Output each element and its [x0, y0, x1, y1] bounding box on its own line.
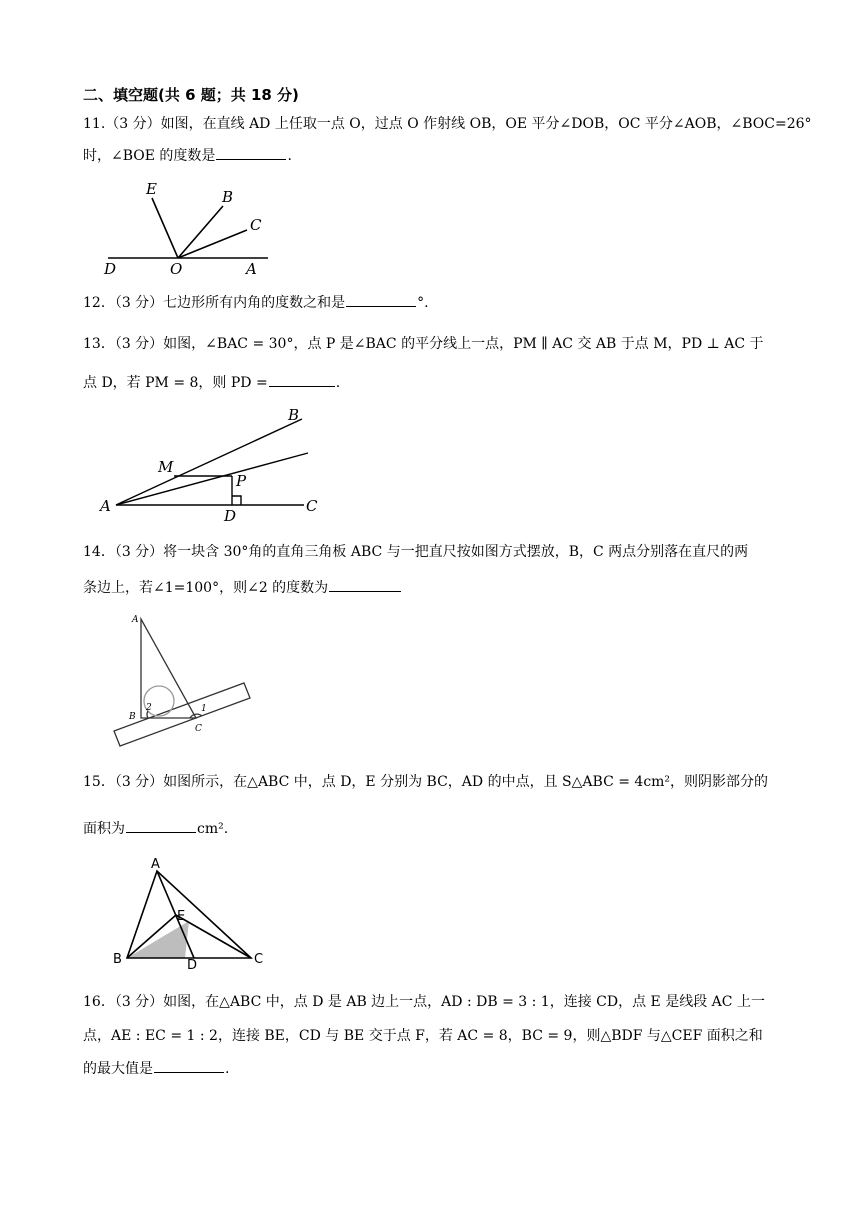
q15-unit: cm². [197, 821, 229, 837]
q14-figure [110, 610, 258, 755]
q11-label-c: C [250, 216, 262, 234]
q15-line-1: 15．（3 分）如图所示，在△ABC 中，点 D，E 分别为 BC，AD 的中点，且 S△ABC = 4cm²，则阴影部分的 [83, 774, 769, 790]
q11-label-b: B [222, 188, 234, 206]
q16-stem-end: 的最大值是 [83, 1061, 153, 1077]
q15-shaded-region [127, 921, 189, 958]
q16-line-1: 16．（3 分）如图，在△ABC 中，点 D 是 AB 边上一点，AD : DB = 3 : 1，连接 CD，点 E 是线段 AC 上一 [83, 994, 765, 1010]
q11-line-1: 11.（3 分）如图，在直线 AD 上任取一点 O，过点 O 作射线 OB，OE 平分∠DOB，OC 平分∠AOB，∠BOC=26° [83, 116, 812, 132]
q15-label-d: D [187, 958, 198, 973]
q15-label-a: A [151, 857, 160, 872]
q14-label-a: A [132, 615, 139, 625]
q15-answer-blank [126, 818, 196, 833]
q14-label-angle-2: 2 [146, 703, 152, 713]
q13-label-b: B [288, 406, 300, 424]
q13-label-d: D [224, 507, 237, 525]
q15-figure [110, 852, 270, 973]
q16-answer-blank [154, 1058, 224, 1073]
q12-unit: °. [417, 295, 429, 311]
q13-line-2 [83, 372, 340, 392]
q11-answer-blank [216, 145, 286, 160]
q15-label-e: E [177, 909, 186, 924]
q15-label-c: C [254, 952, 264, 967]
q11-label-a: A [246, 260, 257, 278]
q14-label-b: B [129, 712, 136, 722]
q11-line-2 [83, 145, 292, 165]
q14-line-2 [83, 577, 402, 597]
q13-right-angle-mark [232, 496, 241, 505]
q11-label-d: D [104, 260, 117, 278]
q13-label-c: C [306, 497, 318, 515]
q13-figure [96, 404, 326, 524]
q11-label-o: O [170, 260, 183, 278]
q11-ray-oe [152, 198, 178, 258]
q13-label-a: A [100, 497, 111, 515]
q14-label-angle-1: 1 [201, 704, 207, 714]
q13-line-1: 13．（3 分）如图，∠BAC = 30°，点 P 是∠BAC 的平分线上一点，PM ∥ AC 交 AB 于点 M，PD ⊥ AC 于 [83, 336, 764, 352]
q14-stem-end: 条边上，若∠1=100°，则∠2 的度数为 [83, 580, 329, 596]
q13-period: . [335, 375, 341, 391]
q16-line-3 [83, 1058, 229, 1078]
q13-answer-blank [269, 372, 335, 387]
q13-label-p: P [236, 472, 247, 490]
q12-answer-blank [346, 292, 416, 307]
q15-label-b: B [113, 952, 122, 967]
q11-label-e: E [146, 180, 157, 198]
q15-stem-end: 面积为 [83, 821, 125, 837]
q13-label-m: M [158, 458, 174, 476]
q14-line-1: 14．（3 分）将一块含 30°角的直角三角板 ABC 与一把直尺按如图方式摆放，B，C 两点分别落在直尺的两 [83, 544, 749, 560]
q12-line-1 [83, 292, 429, 312]
q15-line-2 [83, 818, 228, 838]
q11-stem-end: 时，∠BOE 的度数是 [83, 148, 216, 164]
q14-label-c: C [195, 724, 202, 734]
q14-answer-blank [329, 577, 401, 592]
section-heading: 二、填空题(共 6 题；共 18 分) [83, 86, 299, 104]
q11-figure [100, 178, 275, 278]
q16-period: . [225, 1061, 230, 1077]
q12-stem: 12．（3 分）七边形所有内角的度数之和是 [83, 295, 346, 311]
q11-period: . [287, 148, 292, 164]
q16-line-2: 点，AE : EC = 1 : 2，连接 BE，CD 与 BE 交于点 F，若 AC = 8，BC = 9，则△BDF 与△CEF 面积之和 [83, 1028, 763, 1044]
q13-stem-end: 点 D，若 PM = 8，则 PD = [83, 375, 268, 391]
q11-ray-ob [178, 206, 223, 258]
q11-ray-oc [178, 230, 247, 258]
